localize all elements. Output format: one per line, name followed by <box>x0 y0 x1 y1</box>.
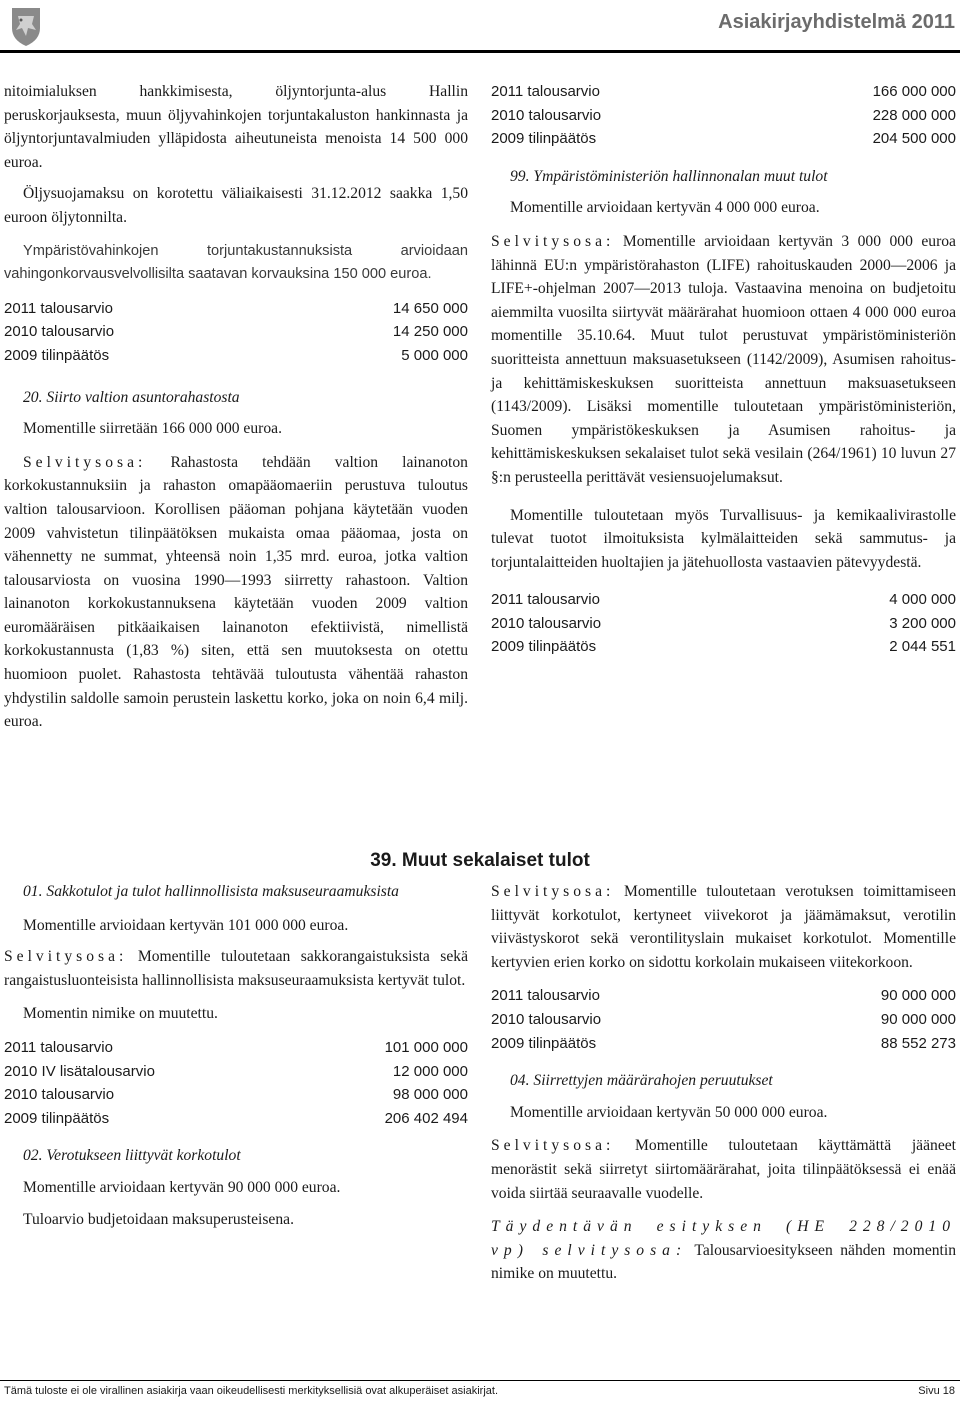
row-label: 2010 talousarvio <box>4 1086 115 1104</box>
right-column-top <box>491 80 956 659</box>
row-value: 4 000 000 <box>889 591 956 609</box>
row-value: 204 500 000 <box>872 130 956 148</box>
budget-table <box>491 588 956 659</box>
table-row <box>491 635 956 659</box>
row-label: 2010 talousarvio <box>491 106 602 124</box>
selvitysosa-text: Momentille tuloutetaan verotuksen toimittamiseen liittyvät korkotulot, kertyneet viivekorot ja jäämämaksut, verotilin viivästyskorot sekä verontilityslain mukaiset korkotulot. Momentille kertyvien erien korko on sidottu korkolain mukaiseen viitekorkoon. <box>491 883 956 971</box>
row-label: 2011 talousarvio <box>491 591 600 609</box>
row-value: 14 650 000 <box>392 299 468 317</box>
budget-table <box>4 1036 468 1130</box>
table-row <box>4 1107 468 1131</box>
subsection-heading: 99. Ympäristöministeriön hallinnonalan muut tulot <box>510 167 828 185</box>
selvitysosa-paragraph <box>491 880 956 974</box>
row-label: 2009 tilinpäätös <box>491 130 597 148</box>
row-value: 2 044 551 <box>889 638 956 656</box>
document-title: Asiakirjayhdistelmä 2011 <box>718 11 955 33</box>
nimike-note: Momentin nimike on muutettu. <box>23 1005 218 1023</box>
budget-table <box>491 80 956 151</box>
row-value: 166 000 000 <box>872 83 956 100</box>
selvitysosa-label: Selvitysosa: <box>491 883 615 900</box>
table-row <box>491 612 956 636</box>
row-label: 2009 tilinpäätös <box>491 638 597 656</box>
selvitysosa-paragraph <box>491 230 956 490</box>
table-row <box>491 127 956 151</box>
table-row <box>491 984 956 1008</box>
paragraph: Ympäristövahinkojen torjuntakustannuksista arvioidaan vahingonkorvausvelvollisilta saatavan korvauksina 150 000 euroa. <box>4 242 468 283</box>
budget-table <box>491 984 956 1055</box>
momentti-text: Momentille siirretään 166 000 000 euroa. <box>23 420 282 438</box>
row-value: 88 552 273 <box>880 1034 956 1052</box>
row-value: 228 000 000 <box>872 106 956 124</box>
row-value: 90 000 000 <box>880 1010 956 1028</box>
row-value: 5 000 000 <box>401 346 468 364</box>
table-row <box>491 80 956 104</box>
row-value: 98 000 000 <box>392 1086 468 1104</box>
row-label: 2010 talousarvio <box>491 1010 602 1028</box>
taydentava-text: Talousarvioesitykseen nähden momentin nimike on muutettu. <box>491 1241 956 1283</box>
table-row <box>4 1036 468 1060</box>
selvitysosa-text: Momentille tuloutetaan käyttämättä jääneet menorästit sekä siirretyt siirtomäärärahat, joita tilinpäätöksessä ei enää voida siirtää seuraavalle vuodelle. <box>491 1137 956 1202</box>
finnish-lion-crest-icon <box>4 4 48 48</box>
left-column-top <box>4 80 468 734</box>
row-value: 12 000 000 <box>392 1062 468 1080</box>
taydentava-label: Täydentävän esityksen (HE 228/2010 vp) selvitysosa: <box>491 1218 956 1259</box>
footer-divider <box>0 1380 960 1381</box>
row-value: 14 250 000 <box>392 323 468 341</box>
selvitysosa-label: Selvitysosa: <box>4 948 128 966</box>
table-row <box>491 588 956 612</box>
row-label: 2010 talousarvio <box>491 614 602 632</box>
row-label: 2010 talousarvio <box>4 323 115 341</box>
selvitysosa-text: Momentille tuloutetaan sakkorangaistuksista sekä rangaistusluonteisista hallinnollisista maksuseuraamuksista kertyvät tulot. <box>4 948 468 989</box>
selvitysosa-paragraph <box>4 945 468 992</box>
table-row <box>491 1032 956 1056</box>
momentti-text: Momentille arvioidaan kertyvän 101 000 000 euroa. <box>23 916 349 934</box>
row-value: 3 200 000 <box>889 614 956 632</box>
subsection-heading: 01. Sakkotulot ja tulot hallinnollisista maksuseuraamuksista <box>23 883 399 900</box>
subsection-heading: 20. Siirto valtion asuntorahastosta <box>23 388 240 406</box>
table-row <box>4 1083 468 1107</box>
selvitysosa-text: Rahastosta tehdään valtion lainanoton korkokustannuksiin ja rahaston omapääomaeriin perustuva tuloutus valtion talousarvioon. Korollisen pääoman pohjana käytetään vuoden 2009 vahvistetun tilinpäätöksen mukaista omaa pääomaa, josta on vähennetty ne summat, yhteensä noin 1,35 mrd. euroa, jotka valtion talousarviosta on vuosina 1990—1993 siirretty rahastoon. Valtion lainanoton korkokustannuksena käytetään vuoden 2009 valtion euromääräisen pitkäaikaisen lainanoton efektiivistä, nimellistä korkokustannusta (1,83 %) siten, että sen muutoksesta on otettu huomioon puolet. Rahastosta tehtävää tuloutusta vähentää rahaston yhdystilin saldolle samoin perustein laskettu korko, joka on noin 6,4 milj. euroa. <box>4 453 468 731</box>
selvitysosa-text: Momentille arvioidaan kertyvän 3 000 000 euroa lähinnä EU:n ympäristörahaston (LIFE) rahoituskauden 2000—2006 ja LIFE+-ohjelman 2007—2013 tuloja. Vastaavina menoina on budjetoitu aiemmilta vuosilta siirtyvät määrärahat huomioon ottaen 4 000 000 euroa momentille 35.10.64. Muut tulot perustuvat ympäristöministeriön suoritteista annettuun maksuasetukseen (1142/2009), Asumisen rahoitus- ja kehittämiskeskuksen suoritteista annettuun maksuasetukseen (1143/2009). Lisäksi momentille tuloutetaan ympäristöministeriön, Suomen ympäristökeskuksen ja Asumisen rahoitus- ja kehittämiskeskuksen sekalaiset tulot sekä vesilain (264/1961) 10 luvun 27 §:n perusteella perittävät vesiensuojelumaksut. <box>491 232 956 486</box>
row-value: 101 000 000 <box>384 1038 468 1056</box>
paragraph: Momentille tuloutetaan myös Turvallisuus- ja kemikaalivirastolle tulevat tuotot ilmoituksista kylmälaitteiden sekä sammutus- ja torjuntalaitteiden huoltajien ja jätehuollosta vastaavien pätevyydestä. <box>491 506 956 571</box>
budget-table <box>4 297 468 368</box>
row-label: 2009 tilinpäätös <box>4 346 110 364</box>
page-number: Sivu 18 <box>918 1385 955 1397</box>
header-divider <box>0 50 960 53</box>
tuloarvio-note: Tuloarvio budjetoidaan maksuperusteisena. <box>23 1210 294 1228</box>
selvitysosa-label: Selvitysosa: <box>491 1137 615 1155</box>
selvitysosa-label: Selvitysosa: <box>23 453 147 471</box>
taydentava-paragraph <box>491 1215 956 1286</box>
table-row <box>4 344 468 368</box>
paragraph: Öljysuojamaksu on korotettu väliaikaisesti 31.12.2012 saakka 1,50 euroon öljytonnilta. <box>4 185 468 226</box>
row-label: 2011 talousarvio <box>4 299 113 317</box>
selvitysosa-paragraph <box>491 1134 956 1205</box>
momentti-text: Momentille arvioidaan kertyvän 50 000 000 euroa. <box>510 1103 828 1121</box>
subsection-heading: 04. Siirrettyjen määrärahojen peruutukset <box>510 1072 773 1090</box>
row-label: 2009 tilinpäätös <box>4 1109 110 1127</box>
row-value: 206 402 494 <box>384 1109 468 1127</box>
table-row <box>4 320 468 344</box>
row-value: 90 000 000 <box>880 987 956 1005</box>
row-label: 2011 talousarvio <box>491 987 600 1005</box>
right-column-bottom <box>491 880 956 1286</box>
table-row <box>4 1060 468 1084</box>
row-label: 2011 talousarvio <box>491 83 600 100</box>
row-label: 2011 talousarvio <box>4 1038 113 1056</box>
table-row <box>4 297 468 321</box>
section-heading: 39. Muut sekalaiset tulot <box>370 850 590 871</box>
momentti-text: Momentille arvioidaan kertyvän 4 000 000 euroa. <box>510 199 820 217</box>
table-row <box>491 1008 956 1032</box>
paragraph: nitoimialuksen hankkimisesta, öljyntorjunta-alus Hallin peruskorjauksesta, muun öljyvahinkojen torjuntakaluston hankinnasta ja öljyntorjuntavalmiuden ylläpidosta aiheutuneista menoista 14 500 000 euroa. <box>4 83 468 171</box>
momentti-text: Momentille arvioidaan kertyvän 90 000 000 euroa. <box>23 1178 341 1196</box>
footer-disclaimer: Tämä tuloste ei ole virallinen asiakirja vaan oikeudellisesti merkityksellisiä ovat alkuperäiset asiakirjat. <box>4 1385 498 1397</box>
selvitysosa-paragraph <box>4 451 468 734</box>
subsection-heading: 02. Verotukseen liittyvät korkotulot <box>23 1147 241 1165</box>
table-row <box>491 104 956 128</box>
selvitysosa-label: Selvitysosa: <box>491 232 615 250</box>
left-column-bottom <box>4 880 468 1231</box>
row-label: 2009 tilinpäätös <box>491 1034 597 1052</box>
row-label: 2010 IV lisätalousarvio <box>4 1062 155 1080</box>
